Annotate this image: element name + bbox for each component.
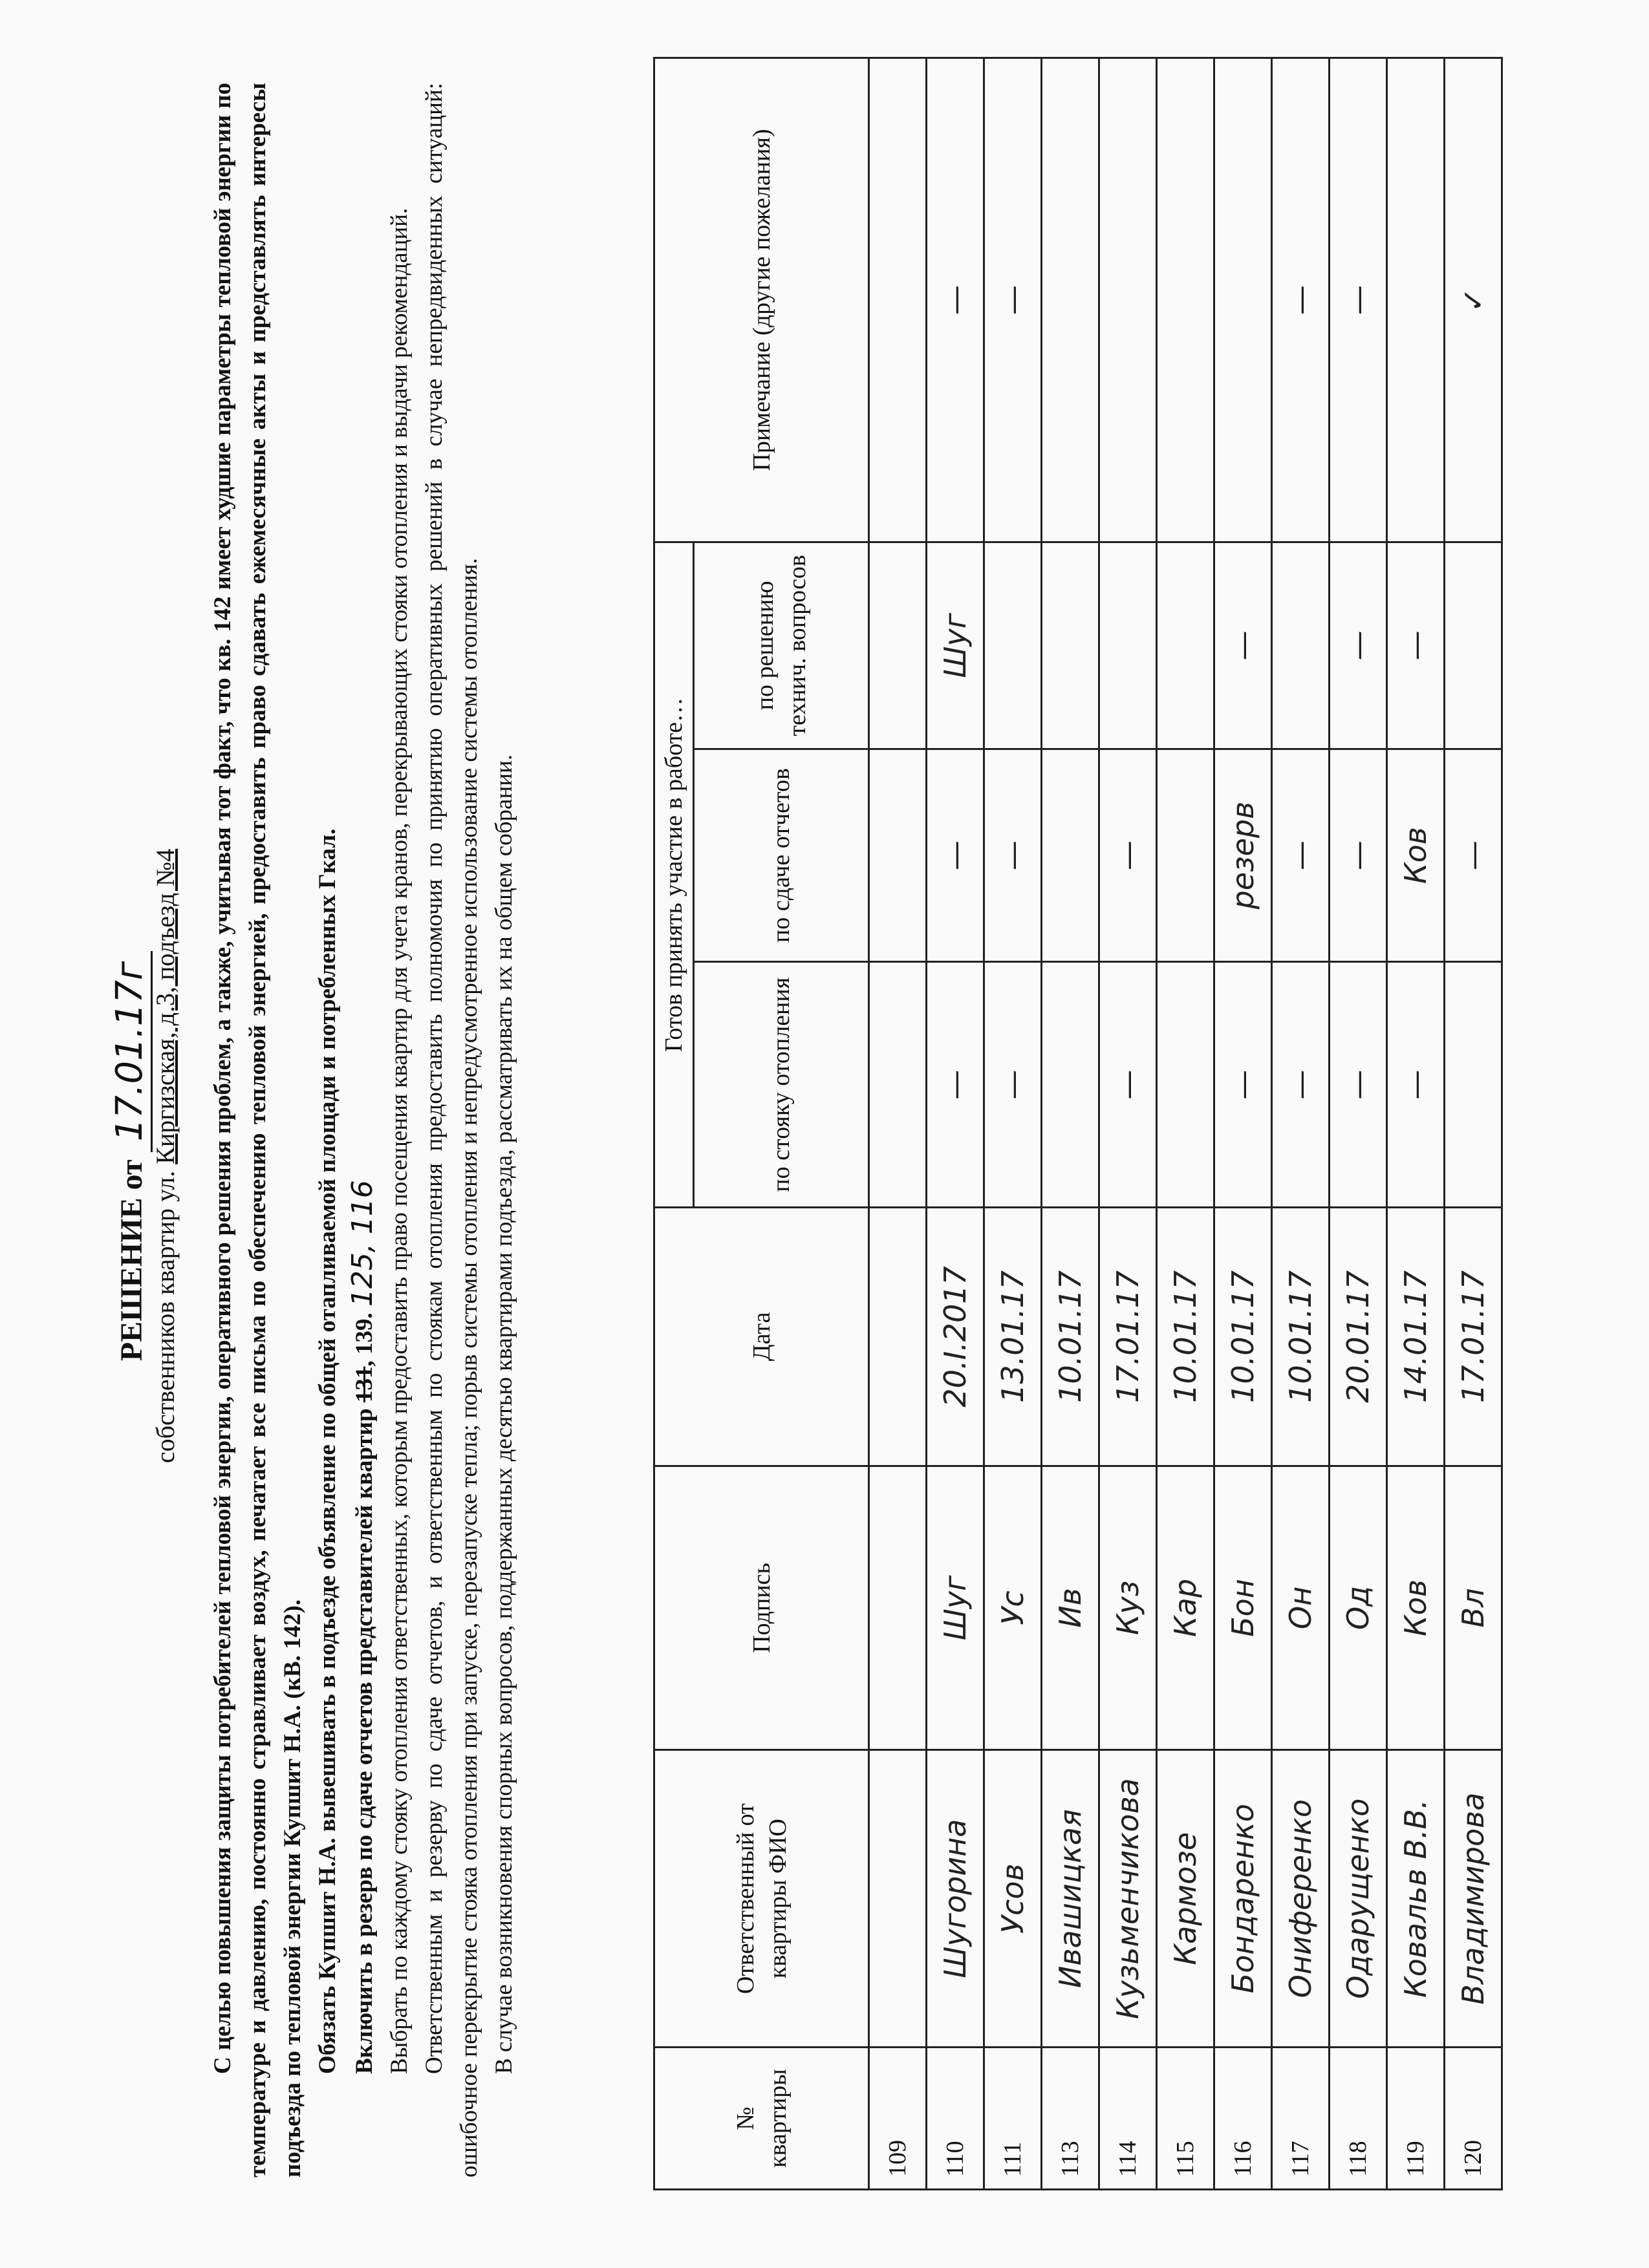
table-row — [1042, 58, 1099, 2190]
paragraph-3-handwritten: 125, 116 — [346, 1180, 379, 1307]
table-row — [869, 58, 927, 2190]
paragraph-4: Выбрать по каждому стояку отопления ответственных, которым предоставить право посещения квартир для учета кранов, перекрывающих стояки отопления и выдачи рекомендаций. — [386, 208, 413, 2074]
cell-tech — [1042, 542, 1099, 749]
cell-name: Одарущенко — [1330, 1750, 1387, 2048]
cell-sig — [869, 1466, 927, 1749]
cell-reports — [1157, 749, 1214, 962]
cell-reports: — — [1099, 749, 1157, 962]
cell-riser: — — [1330, 962, 1387, 1208]
cell-riser: — — [1387, 962, 1445, 1208]
cell-num: 119 — [1387, 2048, 1445, 2190]
cell-date: 14.01.17 — [1387, 1208, 1445, 1466]
cell-reports — [869, 749, 927, 962]
table-row — [1387, 58, 1445, 2190]
paragraph-1: С целью повышения защиты потребителей тепловой энергии, оперативного решения проблем, а также, учитывая тот факт, что кв. 142 имеет худшие параметры тепловой энергии по температуре и давлению, постоянно стравливает воздух, печатает все письма по обеспечению тепловой энергией, предоставить право сдавать ежемесячные акты и представлять интересы подъезда по тепловой энергии Купшит Н.А. (кВ. 142). — [210, 83, 306, 2177]
cell-name: Ковальв В.В. — [1387, 1750, 1445, 2048]
subtitle-prefix: собственников квартир ул. — [151, 1170, 180, 1464]
cell-date: 13.01.17 — [984, 1208, 1042, 1466]
header-riser: по стояку отопления — [694, 962, 869, 1208]
cell-sig: Ив — [1042, 1466, 1099, 1749]
cell-riser — [1445, 962, 1502, 1208]
cell-date: 17.01.17 — [1445, 1208, 1502, 1466]
cell-num: 110 — [927, 2048, 984, 2190]
cell-note: — — [1330, 58, 1387, 542]
cell-note — [1214, 58, 1272, 542]
header-reports: по сдаче отчетов — [694, 749, 869, 962]
cell-date: 17.01.17 — [1099, 1208, 1157, 1466]
cell-sig: Он — [1272, 1466, 1330, 1749]
cell-date: 10.01.17 — [1157, 1208, 1214, 1466]
cell-date: 20.01.17 — [1330, 1208, 1387, 1466]
table-row — [1214, 58, 1272, 2190]
cell-riser: — — [984, 962, 1042, 1208]
cell-sig: Кар — [1157, 1466, 1214, 1749]
document-subtitle — [150, 154, 180, 2158]
cell-note — [1042, 58, 1099, 542]
cell-reports: — — [1330, 749, 1387, 962]
table-row — [1330, 58, 1387, 2190]
title-date-handwritten: 17.01.17г — [109, 951, 153, 1152]
cell-reports: — — [927, 749, 984, 962]
cell-name: Кузьменчикова — [1099, 1750, 1157, 2048]
cell-reports: — — [1445, 749, 1502, 962]
cell-num: 117 — [1272, 2048, 1330, 2190]
paragraph-3-suffix: , 139. — [351, 1312, 378, 1367]
header-signature: Подпись — [654, 1466, 869, 1749]
paragraph-3 — [345, 83, 382, 2177]
cell-note: ✓ — [1445, 58, 1502, 542]
cell-note: — — [984, 58, 1042, 542]
cell-num: 109 — [869, 2048, 927, 2190]
header-note: Примечание (другие пожелания) — [654, 58, 869, 542]
header-num: № квартиры — [654, 2048, 869, 2190]
cell-riser — [1157, 962, 1214, 1208]
table-row — [1099, 58, 1157, 2190]
paragraph-3-prefix: Включить в резерв по сдаче отчетов представителей квартир — [351, 1408, 378, 2074]
header-ready-group: Готов принять участие в работе… — [654, 542, 694, 1208]
cell-num: 115 — [1157, 2048, 1214, 2190]
cell-date — [869, 1208, 927, 1466]
cell-name: Ониференко — [1272, 1750, 1330, 2048]
table-row — [927, 58, 984, 2190]
cell-tech — [1099, 542, 1157, 749]
cell-num: 113 — [1042, 2048, 1099, 2190]
cell-note: — — [1272, 58, 1330, 542]
cell-sig: Бон — [1214, 1466, 1272, 1749]
cell-tech — [869, 542, 927, 749]
cell-num: 111 — [984, 2048, 1042, 2190]
cell-tech: — — [1330, 542, 1387, 749]
table-row — [1157, 58, 1214, 2190]
paragraph-5: Ответственным и резерву по сдаче отчетов, и ответственным по стоякам отопления предоставить полномочия по принятию оперативных решений в случае непредвиденных ситуаций: ошибочное перекрытие стояка отопления при запуске, перезапуске тепла; порыв системы отопления и непредусмотренное использование системы отопления. — [421, 83, 482, 2177]
cell-num: 118 — [1330, 2048, 1387, 2190]
paragraph-6: В случае возникновения спорных вопросов, поддержанных десятью квартирами подъезда, рассматривать их на общем собрании. — [491, 754, 517, 2074]
cell-name: Шугорина — [927, 1750, 984, 2048]
cell-date: 20.I.2017 — [927, 1208, 984, 1466]
document-body — [206, 83, 522, 2177]
cell-name: Ивашицкая — [1042, 1750, 1099, 2048]
cell-num: 114 — [1099, 2048, 1157, 2190]
cell-tech — [1445, 542, 1502, 749]
cell-num: 116 — [1214, 2048, 1272, 2190]
cell-sig: Од — [1330, 1466, 1387, 1749]
cell-reports: — — [1272, 749, 1330, 962]
cell-name: Бондаренко — [1214, 1750, 1272, 2048]
cell-date: 10.01.17 — [1042, 1208, 1099, 1466]
table-row — [1445, 58, 1502, 2190]
document-title — [109, 154, 151, 2158]
cell-reports: Ков — [1387, 749, 1445, 962]
subtitle-street: Киргизская, д.3, подъезд №4 — [151, 848, 180, 1164]
header-responsible: Ответственный от квартиры ФИО — [654, 1750, 869, 2048]
cell-tech — [1272, 542, 1330, 749]
cell-note — [1157, 58, 1214, 542]
cell-tech: — — [1214, 542, 1272, 749]
cell-date: 10.01.17 — [1272, 1208, 1330, 1466]
apartments-table — [653, 57, 1503, 2190]
table-row — [984, 58, 1042, 2190]
cell-riser — [869, 962, 927, 1208]
cell-reports — [1042, 749, 1099, 962]
cell-name — [869, 1750, 927, 2048]
cell-tech — [984, 542, 1042, 749]
paragraph-2: Обязать Купшит Н.А. вывешивать в подъезде объявление по общей отапливаемой площади и потребленных Гкал. — [314, 828, 341, 2074]
cell-riser: — — [1099, 962, 1157, 1208]
cell-reports: — — [984, 749, 1042, 962]
cell-sig: Вл — [1445, 1466, 1502, 1749]
cell-sig: Ков — [1387, 1466, 1445, 1749]
cell-note — [869, 58, 927, 542]
cell-riser — [1042, 962, 1099, 1208]
cell-note: — — [927, 58, 984, 542]
table-row — [1272, 58, 1330, 2190]
table-body — [869, 58, 1502, 2190]
title-prefix: РЕШЕНИЕ от — [114, 1159, 149, 1362]
cell-note — [1099, 58, 1157, 542]
cell-riser: — — [1214, 962, 1272, 1208]
cell-tech: Шуг — [927, 542, 984, 749]
cell-sig: Куз — [1099, 1466, 1157, 1749]
paragraph-3-struck: 131 — [351, 1366, 378, 1403]
cell-reports: резерв — [1214, 749, 1272, 962]
cell-num: 120 — [1445, 2048, 1502, 2190]
cell-note — [1387, 58, 1445, 542]
cell-sig: Шуг — [927, 1466, 984, 1749]
cell-name: Кармозе — [1157, 1750, 1214, 2048]
cell-name: Усов — [984, 1750, 1042, 2048]
cell-riser: — — [927, 962, 984, 1208]
cell-date: 10.01.17 — [1214, 1208, 1272, 1466]
cell-sig: Ус — [984, 1466, 1042, 1749]
cell-riser: — — [1272, 962, 1330, 1208]
cell-name: Владимирова — [1445, 1750, 1502, 2048]
cell-tech: — — [1387, 542, 1445, 749]
header-tech: по решению технич. вопросов — [694, 542, 869, 749]
cell-tech — [1157, 542, 1214, 749]
header-date: Дата — [654, 1208, 869, 1466]
